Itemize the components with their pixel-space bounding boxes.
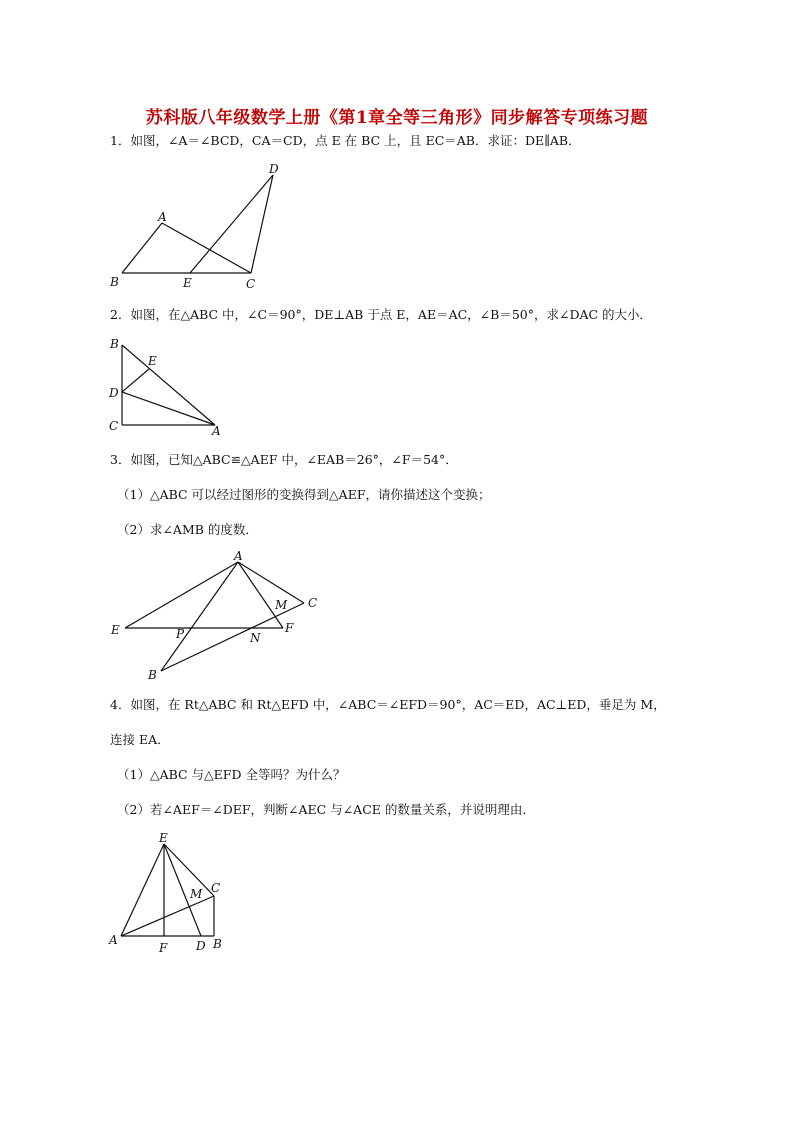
problem-4-part-1: （1）△ABC 与△EFD 全等吗？为什么？ bbox=[117, 767, 346, 782]
segment-BA bbox=[122, 345, 215, 425]
label-B: B bbox=[213, 937, 222, 951]
segment-BA bbox=[122, 223, 162, 273]
segment-DE bbox=[122, 369, 149, 392]
label-A: A bbox=[212, 424, 221, 438]
label-C: C bbox=[109, 419, 119, 433]
label-M: M bbox=[190, 887, 203, 901]
page-title: 苏科版八年级数学上册《第1章全等三角形》同步解答专项练习题 bbox=[145, 108, 649, 128]
label-N: N bbox=[250, 631, 261, 645]
label-F: F bbox=[285, 621, 294, 635]
label-A: A bbox=[158, 210, 167, 224]
segment-ED bbox=[190, 175, 273, 273]
label-E: E bbox=[148, 354, 157, 368]
problem-1-text: 1．如图，∠A＝∠BCD，CA＝CD，点 E 在 BC 上，且 EC＝AB．求证：DE∥AB． bbox=[110, 133, 581, 148]
segment-EC bbox=[164, 844, 214, 896]
label-M: M bbox=[275, 598, 288, 612]
figure-4 bbox=[105, 828, 240, 958]
segment-AC bbox=[238, 562, 304, 603]
segment-AC bbox=[121, 896, 214, 936]
label-A: A bbox=[234, 549, 243, 563]
figure-1 bbox=[105, 160, 295, 290]
label-D: D bbox=[196, 939, 206, 953]
label-F: F bbox=[159, 941, 168, 955]
label-E: E bbox=[111, 623, 120, 637]
problem-4-part-2: （2）若∠AEF＝∠DEF，判断∠AEC 与∠ACE 的数量关系，并说明理由． bbox=[117, 802, 535, 817]
label-E: E bbox=[159, 831, 168, 845]
segment-CD bbox=[251, 175, 273, 273]
problem-3-part-2: （2）求∠AMB 的度数． bbox=[117, 522, 258, 537]
problem-4-text: 4．如图，在 Rt△ABC 和 Rt△EFD 中，∠ABC＝∠EFD＝90°，AC＝ED，AC⊥ED，垂足为 M， bbox=[110, 697, 666, 712]
segment-AE bbox=[125, 562, 238, 628]
label-C: C bbox=[308, 596, 318, 610]
label-C: C bbox=[211, 881, 221, 895]
label-A: A bbox=[109, 933, 118, 947]
problem-3-part-1: （1）△ABC 可以经过图形的变换得到△AEF，请你描述这个变换； bbox=[117, 487, 491, 502]
label-P: P bbox=[176, 627, 185, 641]
label-B: B bbox=[148, 668, 157, 682]
segment-AF bbox=[238, 562, 283, 628]
label-D: D bbox=[109, 386, 119, 400]
problem-2-text: 2．如图，在△ABC 中，∠C＝90°，DE⊥AB 于点 E，AE＝AC，∠B＝50°，求∠DAC 的大小． bbox=[110, 307, 653, 322]
segment-AB bbox=[161, 562, 238, 671]
label-C: C bbox=[246, 277, 256, 291]
segment-EA bbox=[121, 844, 164, 936]
segment-DA bbox=[122, 392, 215, 425]
label-E: E bbox=[183, 276, 192, 290]
label-B: B bbox=[110, 275, 119, 289]
label-D: D bbox=[269, 162, 279, 176]
problem-3-text: 3．如图，已知△ABC≌△AEF 中，∠EAB＝26°，∠F＝54°． bbox=[110, 452, 458, 467]
problem-4-text-line-2: 连接 EA． bbox=[110, 732, 170, 747]
segment-AC bbox=[162, 223, 251, 273]
figure-2 bbox=[105, 335, 235, 440]
label-B: B bbox=[110, 337, 119, 351]
figure-3 bbox=[105, 548, 335, 688]
